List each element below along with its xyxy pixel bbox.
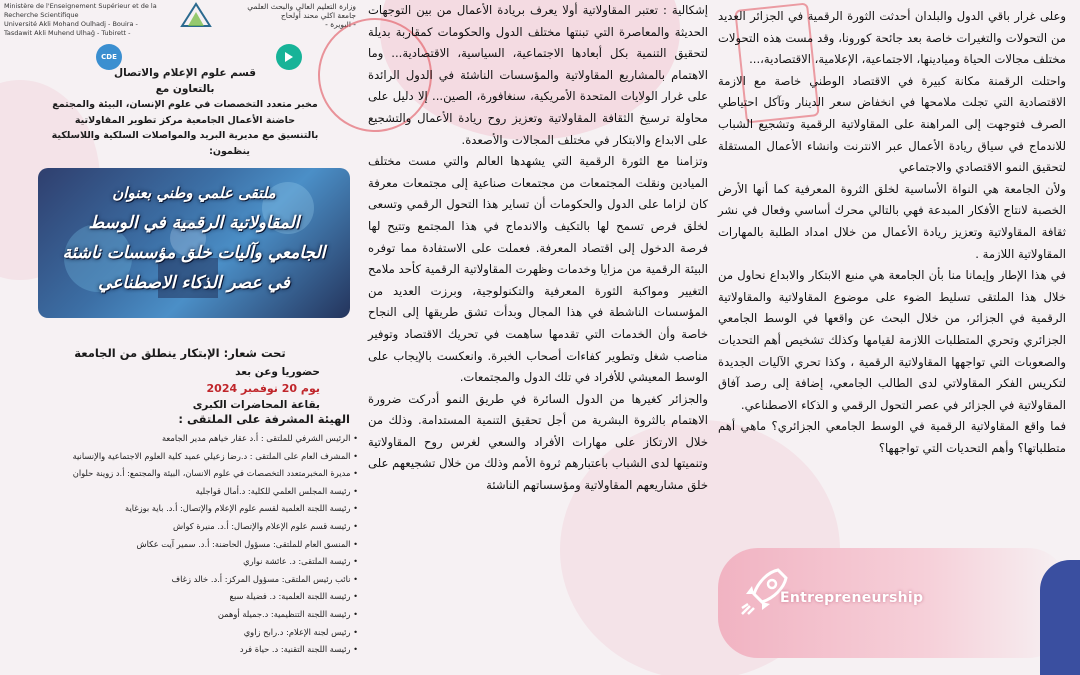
ministry-fr: Ministère de l'Enseignement Supérieur et de la Recherche Scientifique xyxy=(4,2,157,19)
slogan: تحت شعار: الإبتكار ينطلق من الجامعة xyxy=(74,346,286,360)
paragraph: وعلى غرار باقي الدول والبلدان أحدثت الثورة الرقمية في الجزائر العديد من التحولات والتغيرات خاصة بعد جائحة كورونا، وقد مست هذه التحولات مختلف مجالات الحياة وميادينها، الاجتماعية، الإعلامية، الاقتصادية،... xyxy=(718,9,1066,67)
committee-member: • رئيسة اللجنة التقنية: د. حياة فرد xyxy=(40,641,358,659)
committee-member: • رئيس لجنة الإعلام: د.رابح زاوي xyxy=(40,624,358,642)
organizer-line: بالتعاون مع xyxy=(155,82,215,95)
organizers-block xyxy=(20,66,350,159)
organizer-line: قسم علوم الإعلام والاتصال xyxy=(113,67,257,79)
committee-member: • رئيسة قسم علوم الإعلام والإتصال: أ.د. منيرة كواش xyxy=(40,518,358,536)
university-ar: جامعة اكلي محند أولحاج xyxy=(280,11,356,20)
banner-title-line: الجامعي وآليات خلق مؤسسات ناشئة xyxy=(62,243,326,263)
banner-title-line: في عصر الذكاء الاصطناعي xyxy=(98,273,290,293)
committee-list xyxy=(40,430,358,659)
city-ar: - البويرة - xyxy=(325,20,356,29)
committee-member: • الرئيس الشرفي للملتقى : أ.د عقار خياهم مدير الجامعة xyxy=(40,430,358,448)
event-date: يوم 20 نوفمبر 2024 xyxy=(206,382,320,395)
committee-member: • نائب رئيس الملتقى: مسؤول المركز: أ.د. خالد زغاف xyxy=(40,571,358,589)
banner-title-line: المقاولاتية الرقمية في الوسط xyxy=(88,213,300,233)
event-banner xyxy=(38,168,350,318)
paragraph: والجزائر كغيرها من الدول السائرة في طريق النمو أدركت ضرورة الاهتمام بالثروة البشرية من أجل تحقيق التنمية المستدامة. وذلك من خلال الارتكاز على مهارات الأفراد والسعي لغرس روح المقاولاتية وتنميتها لدى الشباب باعتبارهم ثروة الأمم وذلك من خلال تشجيعهم على خلق مشاريعهم المقاولاتية ومؤسساتهم الناشئة xyxy=(368,391,708,493)
committee-member: • رئيسة اللجنة التنظيمية: د.جميلة أوهمن xyxy=(40,606,358,624)
header-ar xyxy=(226,2,356,29)
attendance-mode: حضوريا وعن بعد xyxy=(235,366,320,378)
paragraph: ولأن الجامعة هي النواة الأساسية لخلق الثروة المعرفية كما أنها الأرض الخصبة لانتاج الأفكار المبدعة فهي بالتالي محرك أساسي وفعال في نشر ثقافة المقاولاتية وتعزيز ريادة الأعمال من خلال امداد الطلبة بالمهارات المقاولاتية اللازمة . xyxy=(718,181,1066,261)
cde-logo-text: CDE xyxy=(101,53,117,61)
committee-member: • رئيسة الملتقى: د. عائشة نواري xyxy=(40,553,358,571)
paragraph: في هذا الإطار وإيمانا منا بأن الجامعة هي منبع الابتكار والابداع نحاول من خلال هذا الملتقى تسليط الضوء على موضوع المقاولاتية والمقاولاتية الرقمية في الجزائر، من خلال البحث عن واقعها في الوسط الجامعي الجزائري وتحري المتطلبات اللازمة لقيامها وكذلك تشخيص أهم التحديات والصعوبات التي تواجهها المقاولاتية الرقمية ، وكذا تحري الآليات الجديدة لتكريس الفكر المقاولاتي لدى الطالب الجامعي، إضافة إلى رصد آفاق المقاولاتية في الجزائر في عصر التحول الرقمي و الذكاء الاصطناعي. xyxy=(718,268,1066,412)
committee-member: • مديرة المخبرمتعدد التخصصات في علوم الانسان، البيئة والمجتمع: أ.د زوينة حلوان xyxy=(40,465,358,483)
middle-column xyxy=(368,0,708,497)
paragraph: إشكالية : تعتبر المقاولاتية أولا يعرف بريادة الأعمال من بين التوجهات الحديثة والمعاصرة التي تبنتها مختلف الدول والحكومات كمقاربة بديلة لتحقيق التنمية بكل أبعادها الاجتماعية، السياسية، الاقتصادية... وما الاهتمام بالمشاريع المقاولاتية والمؤسسات الناشئة في الدول الرائدة على غرار الولايات المتحدة الأمريكية، سنغافورة، الصين... إلا دليل على محاولة ترسيخ الثقافة المقاولاتية وتعزيز روح ريادة الأعمال والتشجيع على الابداع والابتكار في مختلف المجالات والأصعدة. xyxy=(368,3,708,147)
organizer-line: حاضنة الأعمال الجامعية مركز تطوير المقاولاتية xyxy=(74,114,296,126)
paragraph: فما واقع المقاولاتية الرقمية في الوسط الجامعي الجزائري؟ ماهي أهم متطلباتها؟ وأهم التحديات التي تواجهها؟ xyxy=(718,419,1066,455)
entrepreneurship-graphic xyxy=(718,548,1068,658)
organizer-line: ينظمون: xyxy=(209,145,250,157)
university-logo xyxy=(178,0,214,30)
paragraph: وتزامنا مع الثورة الرقمية التي يشهدها العالم والتي مست مختلف الميادين ونقلت المجتمعات من مجتمعات صناعية إلى مجتمعات معرفة كان لزاما على الدول والحكومات أن تساير هذا التحول الرقمي وتسعى لخلق فرص تسمح لها بالتكيف والاندماج في هذا المجتمع وتتيح لها فرصة الدخول إلى اقتصاد المعرفة. فعملت على الاستفادة مما توفره البيئة الرقمية من مزايا وخدمات وظهرت المقاولاتية الرقمية كأحد ملامح التغيير ومواكبة الثورة المعرفية والتكنولوجية، وبرزت العديد من المؤسسات الناشطة في هذا المجال وبدأت تشق طريقها إلى النجاح خاصة وأن الخدمات التي تقدمها ساهمت في تحريك الاقتصاد وتوفير مناصب شغل وتطوير كفاءات أصحاب الخبرة. وانعكست بالإيجاب على الوسط المعيشي للأفراد في تلك الدول والمجتمعات. xyxy=(368,154,708,385)
committee-title: الهيئة المشرفة على الملتقى : xyxy=(178,412,350,426)
left-panel xyxy=(0,0,358,675)
committee-member: • رئيسة اللجنة العلمية: د. فضيلة سبع xyxy=(40,588,358,606)
ministry-ar: وزارة التعليم العالي والبحث العلمي xyxy=(247,2,356,11)
paragraph: واحتلت الرقمنة مكانة كبيرة في الاقتصاد الوطني خاصة مع الازمة الاقتصادية التي تجلت ملامحها في انخفاض سعر الدينار وتآكل احتياطي الصرف فتوجهت إلى المراهنة على المقاولاتية الرقمية وتشجيع الشباب للاندماج في سياق ريادة الأعمال عبر الانترنت وانشاء الأعمال المستقلة لتحقيق النمو الاقتصادي والاجتماعي xyxy=(718,73,1066,175)
university-berber: Tasdawit Akli Muhend Ulhağ - Tubirett - xyxy=(4,29,131,37)
organizer-line: مخبر متعدد التخصصات في علوم الإنسان، البيئة والمجتمع xyxy=(52,99,318,110)
university-fr: Université Akli Mohand Oulhadj - Bouira - xyxy=(4,20,138,28)
committee-member: • المنسق العام للملتقى: مسؤول الحاضنة: أ.د. سمير آيت عكاش xyxy=(40,536,358,554)
header-fr xyxy=(4,2,164,38)
committee-member: • رئيسة المجلس العلمي للكلية: د.أمال قواجلية xyxy=(40,483,358,501)
committee-member: • رئيسة اللجنة العلمية لقسم علوم الإعلام والإتصال: أ.د. باية بوزغاية xyxy=(40,500,358,518)
banner-title-line: ملتقى علمي وطني بعنوان xyxy=(112,184,276,202)
right-column xyxy=(718,6,1066,459)
blue-corner-decoration xyxy=(1040,560,1080,675)
committee-member: • المشرف العام على الملتقى : د.رضا زعيلي عميد كلية العلوم الاجتماعية والإنسانية xyxy=(40,448,358,466)
organizer-line: بالتنسيق مع مديرية البريد والمواصلات السلكية واللاسلكية xyxy=(51,130,319,141)
banner-title xyxy=(38,178,350,298)
entrepreneurship-label: Entrepreneurship xyxy=(780,590,924,606)
event-venue: بقاعة المحاضرات الكبرى xyxy=(192,399,320,411)
